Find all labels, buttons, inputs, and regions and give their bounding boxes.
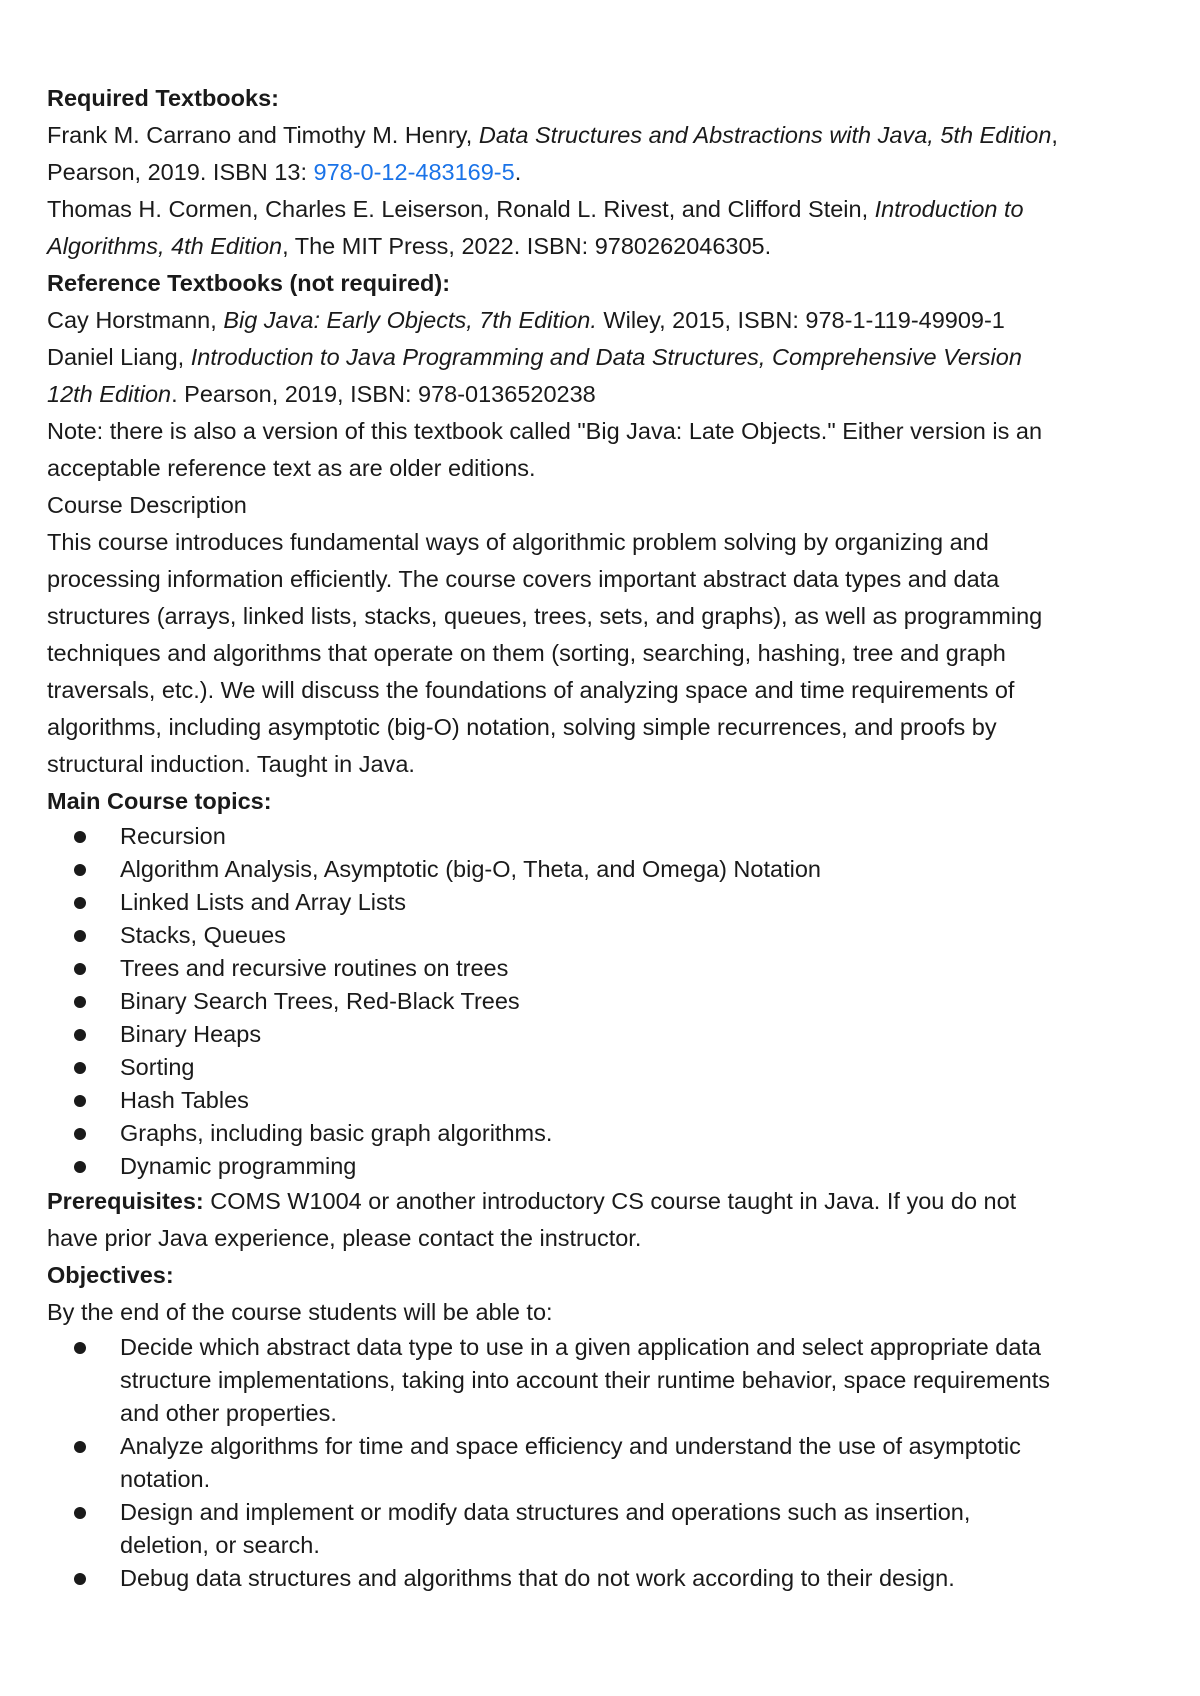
bullet-icon — [74, 1062, 86, 1074]
bullet-icon — [74, 864, 86, 876]
bullet-icon — [74, 831, 86, 843]
isbn-link[interactable]: 978-0-12-483169-5 — [313, 159, 515, 185]
bullet-icon — [74, 1161, 86, 1173]
list-item: Decide which abstract data type to use in a given application and select appropriate data structure implementations, taking into account their runtime behavior, space requirements and other properties. — [47, 1331, 1140, 1430]
description-line: This course introduces fundamental ways of algorithmic problem solving by organizing and — [47, 529, 989, 555]
required-book-1-line-2: Pearson, 2019. ISBN 13: 978-0-12-483169-5. — [47, 159, 522, 185]
bullet-icon — [74, 996, 86, 1008]
book-authors: Thomas H. Cormen, Charles E. Leiserson, Ronald L. Rivest, and Clifford Stein, — [47, 196, 875, 222]
reference-book-2-line-2: 12th Edition. Pearson, 2019, ISBN: 978-0136520238 — [47, 381, 596, 407]
list-item: Binary Heaps — [47, 1018, 1140, 1051]
required-book-1-line-1: Frank M. Carrano and Timothy M. Henry, Data Structures and Abstractions with Java, 5th Edition, — [47, 122, 1058, 148]
list-item: Design and implement or modify data structures and operations such as insertion, deletion, or search. — [47, 1496, 1140, 1562]
objectives-intro: By the end of the course students will be able to: — [47, 1299, 553, 1325]
list-item: Dynamic programming — [47, 1150, 1140, 1183]
required-book-2-line-1 — [47, 191, 1140, 228]
list-item: Linked Lists and Array Lists — [47, 886, 1140, 919]
book-title: Data Structures and Abstractions with Java, 5th Edition — [478, 122, 1052, 148]
reference-note-line-1: Note: there is also a version of this textbook called "Big Java: Late Objects." Either version is an — [47, 418, 1043, 444]
list-item: Stacks, Queues — [47, 919, 1140, 952]
prerequisites-line-2: have prior Java experience, please contact the instructor. — [47, 1225, 642, 1251]
book-title-part: 12th Edition — [47, 381, 172, 407]
list-item: Analyze algorithms for time and space efficiency and understand the use of asymptotic notation. — [47, 1430, 1140, 1496]
course-description-heading: Course Description — [47, 492, 247, 518]
list-item: Hash Tables — [47, 1084, 1140, 1117]
description-line: traversals, etc.). We will discuss the foundations of analyzing space and time requirements of — [47, 677, 1015, 703]
list-item: Recursion — [47, 820, 1140, 853]
list-item: Algorithm Analysis, Asymptotic (big-O, Theta, and Omega) Notation — [47, 853, 1140, 886]
objectives-heading: Objectives: — [47, 1262, 174, 1288]
reference-note-line-2: acceptable reference text as are older editions. — [47, 455, 536, 481]
book-title-part: Algorithms, 4th Edition — [47, 233, 283, 259]
bullet-icon — [74, 1095, 86, 1107]
book-authors: Frank M. Carrano and Timothy M. Henry, — [47, 122, 479, 148]
description-line: techniques and algorithms that operate on them (sorting, searching, hashing, tree and graph — [47, 640, 1006, 666]
list-item: Sorting — [47, 1051, 1140, 1084]
description-line: structures (arrays, linked lists, stacks, queues, trees, sets, and graphs), as well as programming — [47, 603, 1043, 629]
reference-book-2-line-1: Daniel Liang, Introduction to Java Programming and Data Structures, Comprehensive Version — [47, 344, 1022, 370]
bullet-icon — [74, 1573, 86, 1585]
bullet-icon — [74, 1441, 86, 1453]
prerequisites-line-1: Prerequisites: COMS W1004 or another introductory CS course taught in Java. If you do not — [47, 1188, 1017, 1214]
bullet-icon — [74, 930, 86, 942]
book-title-part: Introduction to Java Programming and Data Structures, Comprehensive Version — [190, 344, 1022, 370]
book-title-part: Introduction to — [874, 196, 1024, 222]
objectives-list — [47, 1331, 1140, 1595]
reference-book-1: Cay Horstmann, Big Java: Early Objects, 7th Edition. Wiley, 2015, ISBN: 978-1-119-49909-1 — [47, 307, 1005, 333]
list-item: Debug data structures and algorithms that do not work according to their design. — [47, 1562, 1140, 1595]
required-textbooks-heading: Required Textbooks: — [47, 85, 279, 111]
reference-textbooks-heading: Reference Textbooks (not required): — [47, 270, 451, 296]
bullet-icon — [74, 963, 86, 975]
list-item: Graphs, including basic graph algorithms. — [47, 1117, 1140, 1150]
bullet-icon — [74, 1128, 86, 1140]
description-line: structural induction. Taught in Java. — [47, 751, 415, 777]
list-item: Binary Search Trees, Red-Black Trees — [47, 985, 1140, 1018]
book-publisher: , The MIT Press, 2022. ISBN: 9780262046305. — [282, 233, 772, 259]
main-course-topics-heading: Main Course topics: — [47, 788, 272, 814]
description-line: processing information efficiently. The course covers important abstract data types and data — [47, 566, 1000, 592]
bullet-icon — [74, 1507, 86, 1519]
topics-list — [47, 820, 1140, 1183]
description-line: algorithms, including asymptotic (big-O) notation, solving simple recurrences, and proofs by — [47, 714, 997, 740]
list-item: Trees and recursive routines on trees — [47, 952, 1140, 985]
bullet-icon — [74, 1029, 86, 1041]
book-title: Big Java: Early Objects, 7th Edition. — [223, 307, 597, 333]
book-publisher: Pearson, 2019. ISBN 13: — [47, 159, 314, 185]
bullet-icon — [74, 897, 86, 909]
prerequisites-label: Prerequisites: — [47, 1188, 204, 1214]
required-book-2-line-2 — [47, 228, 1140, 265]
bullet-icon — [74, 1342, 86, 1354]
